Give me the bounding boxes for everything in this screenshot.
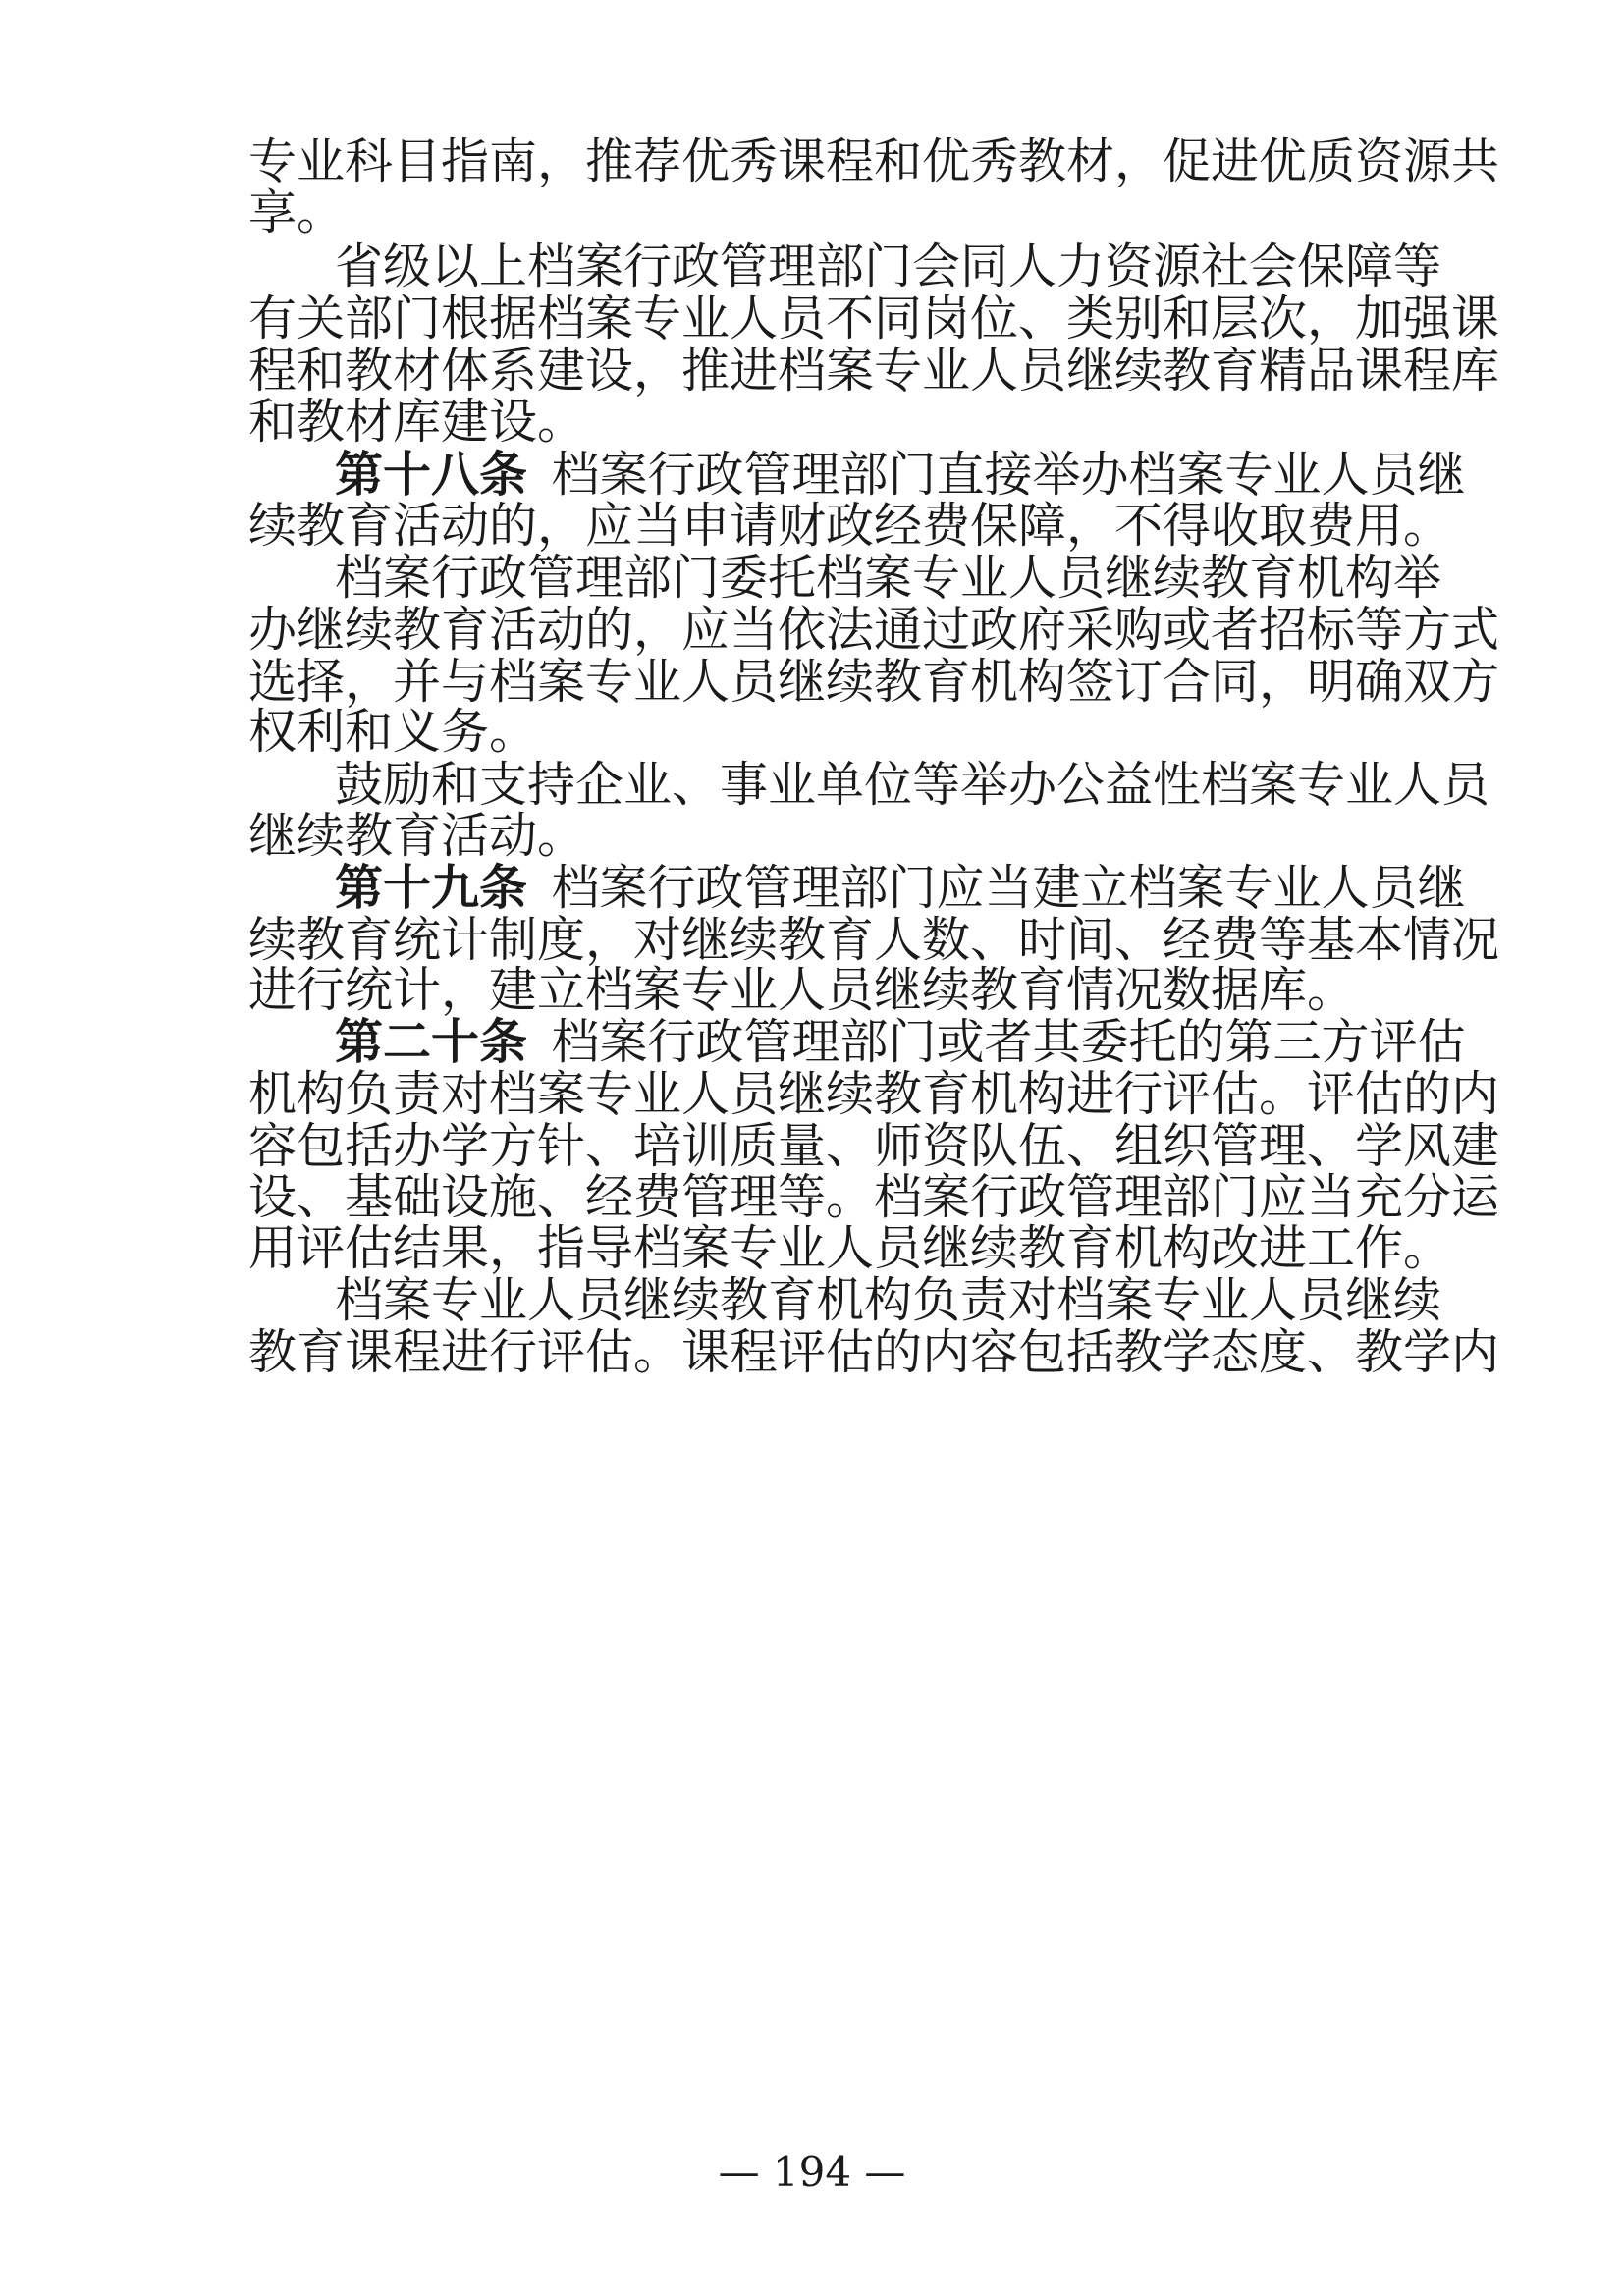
text-line: 和教材库建设。 (248, 394, 586, 450)
text-span: 档案行政管理部门或者其委托的第三方评估 (551, 1014, 1466, 1070)
text-line: 继续教育活动。 (248, 808, 586, 864)
page-number: — 194 — (718, 2148, 906, 2196)
article-heading: 第十九条 (335, 860, 528, 916)
text-line: 档案行政管理部门委托档案专业人员继续教育机构举 (335, 550, 1442, 606)
text-line: 教育课程进行评估。课程评估的内容包括教学态度、教学内 (248, 1324, 1500, 1380)
article-19-line (335, 859, 1466, 918)
text-line: 享。 (248, 185, 346, 240)
text-line: 档案专业人员继续教育机构负责对档案专业人员继续 (335, 1272, 1442, 1328)
text-line: 办继续教育活动的，应当依法通过政府采购或者招标等方式 (248, 602, 1500, 658)
text-line: 程和教材体系建设，推进档案专业人员继续教育精品课程库 (248, 343, 1500, 399)
text-span: 档案行政管理部门应当建立档案专业人员继 (551, 860, 1466, 916)
text-line: 进行统计，建立档案专业人员继续教育情况数据库。 (248, 962, 1356, 1018)
text-line: 设、基础设施、经费管理等。档案行政管理部门应当充分运 (248, 1169, 1500, 1225)
text-line: 鼓励和支持企业、事业单位等举办公益性档案专业人员 (335, 757, 1490, 813)
text-line: 续教育统计制度，对继续教育人数、时间、经费等基本情况 (248, 912, 1500, 968)
article-18-line (335, 446, 1466, 505)
article-20-line (335, 1013, 1466, 1072)
text-line: 选择，并与档案专业人员继续教育机构签订合同，明确双方 (248, 654, 1500, 710)
article-heading: 第十八条 (335, 447, 528, 503)
text-span: 档案行政管理部门直接举办档案专业人员继 (551, 447, 1466, 503)
text-line: 用评估结果，指导档案专业人员继续教育机构改进工作。 (248, 1220, 1452, 1276)
text-line: 容包括办学方针、培训质量、师资队伍、组织管理、学风建 (248, 1118, 1500, 1174)
text-line: 专业科目指南，推荐优秀课程和优秀教材，促进优质资源共 (248, 133, 1500, 189)
text-line: 省级以上档案行政管理部门会同人力资源社会保障等 (335, 239, 1442, 294)
text-line: 有关部门根据档案专业人员不同岗位、类别和层次，加强课 (248, 291, 1500, 347)
text-line: 权利和义务。 (248, 704, 538, 760)
text-line: 续教育活动的，应当申请财政经费保障，不得收取费用。 (248, 498, 1452, 554)
article-heading: 第二十条 (335, 1014, 528, 1070)
text-line: 机构负责对档案专业人员继续教育机构进行评估。评估的内 (248, 1066, 1500, 1122)
